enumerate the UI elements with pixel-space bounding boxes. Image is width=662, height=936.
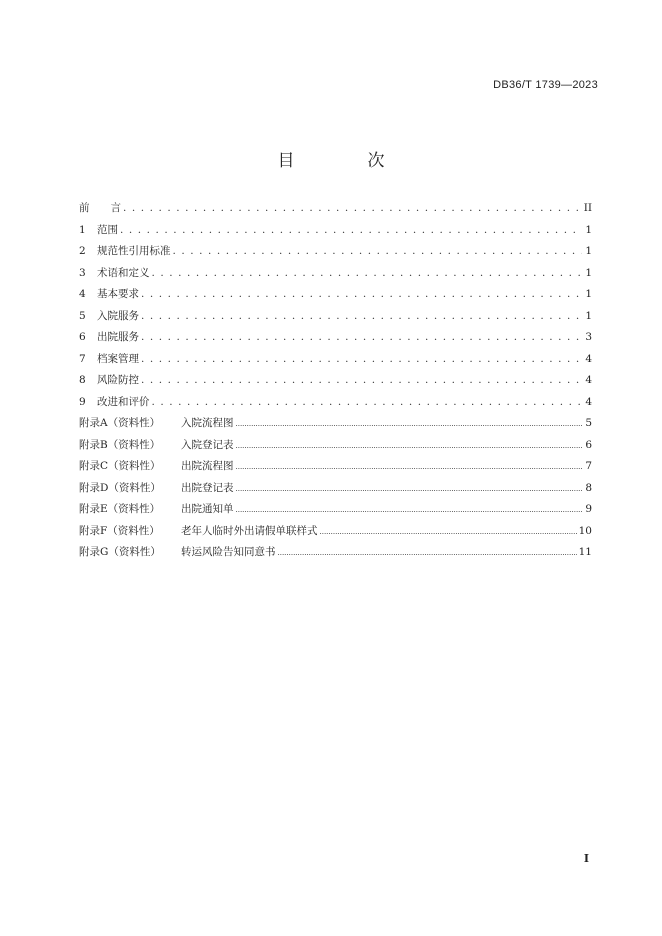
dot-leader: [123, 200, 582, 216]
toc-entry-label: 术语和定义: [97, 266, 150, 279]
toc-entry-label: 基本要求: [97, 288, 139, 300]
toc-entry-label: 前 言: [79, 202, 121, 214]
appendix-prefix: 附录A（资料性）: [79, 417, 161, 429]
appendix-page: 9: [585, 503, 592, 515]
appendix-prefix: 附录C（资料性）: [79, 460, 161, 472]
dot-leader: [173, 243, 583, 259]
toc-entry-number: 2: [79, 245, 86, 257]
appendix-label: 转运风险告知同意书: [181, 546, 276, 558]
toc-entry-page: 4: [585, 395, 592, 408]
toc-entry[interactable]: [79, 372, 592, 394]
appendix-page: 7: [585, 460, 592, 472]
toc-entry-number: 6: [79, 331, 86, 343]
appendix-page: 8: [585, 481, 592, 494]
appendix-entry[interactable]: [79, 544, 592, 566]
toc-entry[interactable]: [79, 243, 592, 265]
toc-entry[interactable]: [79, 394, 592, 416]
appendix-label: 入院登记表: [181, 438, 234, 451]
dot-leader: [152, 265, 583, 281]
dot-leader: [141, 308, 582, 324]
appendix-entry[interactable]: [79, 415, 592, 437]
dot-leader: [120, 222, 582, 238]
toc-entry-label: 入院服务: [97, 309, 139, 322]
toc-entry-page: 4: [585, 374, 592, 386]
dot-leader: [141, 372, 582, 388]
toc-entry-label: 风险防控: [97, 374, 139, 386]
toc-entry-page: II: [583, 202, 592, 214]
toc-entry[interactable]: [79, 286, 592, 308]
toc-entry-label: 规范性引用标准: [97, 245, 171, 257]
toc-entry-number: 4: [79, 288, 86, 300]
dot-leader: [236, 415, 583, 432]
appendix-label: 出院流程图: [181, 460, 234, 472]
appendix-label: 老年人临时外出请假单联样式: [181, 524, 318, 537]
doc-code-header: DB36/T 1739—2023: [493, 79, 598, 91]
toc-entry-page: 1: [585, 266, 592, 279]
toc-entry-number: 5: [79, 309, 86, 322]
appendix-entry[interactable]: [79, 458, 592, 480]
appendix-page: 5: [585, 417, 592, 429]
toc-entry[interactable]: [79, 200, 592, 222]
footer-page-number: I: [583, 852, 589, 865]
toc-entry-number: 7: [79, 352, 86, 365]
dot-leader: [236, 437, 583, 454]
dot-leader: [141, 286, 582, 302]
toc-entry[interactable]: [79, 222, 592, 244]
appendix-entry[interactable]: [79, 501, 592, 523]
toc-entry-label: 范围: [97, 223, 118, 236]
dot-leader: [141, 351, 582, 367]
toc-entry[interactable]: [79, 265, 592, 287]
appendix-prefix: 附录G（资料性）: [79, 546, 161, 558]
appendix-page: 6: [585, 438, 592, 451]
table-of-contents: [79, 200, 592, 566]
toc-entry-number: 9: [79, 395, 86, 408]
appendix-entry[interactable]: [79, 480, 592, 502]
toc-entry-label: 档案管理: [97, 352, 139, 365]
appendix-label: 入院流程图: [181, 417, 234, 429]
toc-entry-label: 出院服务: [97, 331, 139, 343]
appendix-entry[interactable]: [79, 523, 592, 545]
appendix-prefix: 附录F（资料性）: [79, 524, 160, 537]
dot-leader: [236, 501, 583, 518]
toc-entry-number: 3: [79, 266, 86, 279]
appendix-page: 10: [578, 524, 592, 537]
toc-entry[interactable]: [79, 351, 592, 373]
appendix-page: 11: [578, 546, 592, 558]
toc-entry-page: 1: [585, 309, 592, 322]
dot-leader: [141, 329, 582, 345]
appendix-entry[interactable]: [79, 437, 592, 459]
appendix-label: 出院通知单: [181, 503, 234, 515]
toc-entry[interactable]: [79, 329, 592, 351]
dot-leader: [278, 544, 577, 561]
toc-entry-page: 4: [585, 352, 592, 365]
dot-leader: [152, 394, 583, 410]
toc-entry-page: 1: [585, 245, 592, 257]
appendix-prefix: 附录B（资料性）: [79, 438, 161, 451]
appendix-prefix: 附录D（资料性）: [79, 481, 161, 494]
dot-leader: [236, 458, 583, 475]
page-title: 目 次: [277, 151, 413, 171]
toc-entry-page: 1: [585, 223, 592, 236]
toc-entry-number: 8: [79, 374, 86, 386]
toc-entry-number: 1: [79, 223, 86, 236]
toc-entry-page: 3: [585, 331, 592, 343]
dot-leader: [320, 523, 577, 540]
toc-entry-label: 改进和评价: [97, 395, 150, 408]
dot-leader: [236, 480, 583, 497]
appendix-label: 出院登记表: [181, 481, 234, 494]
toc-entry[interactable]: [79, 308, 592, 330]
toc-entry-page: 1: [585, 288, 592, 300]
appendix-prefix: 附录E（资料性）: [79, 503, 161, 515]
